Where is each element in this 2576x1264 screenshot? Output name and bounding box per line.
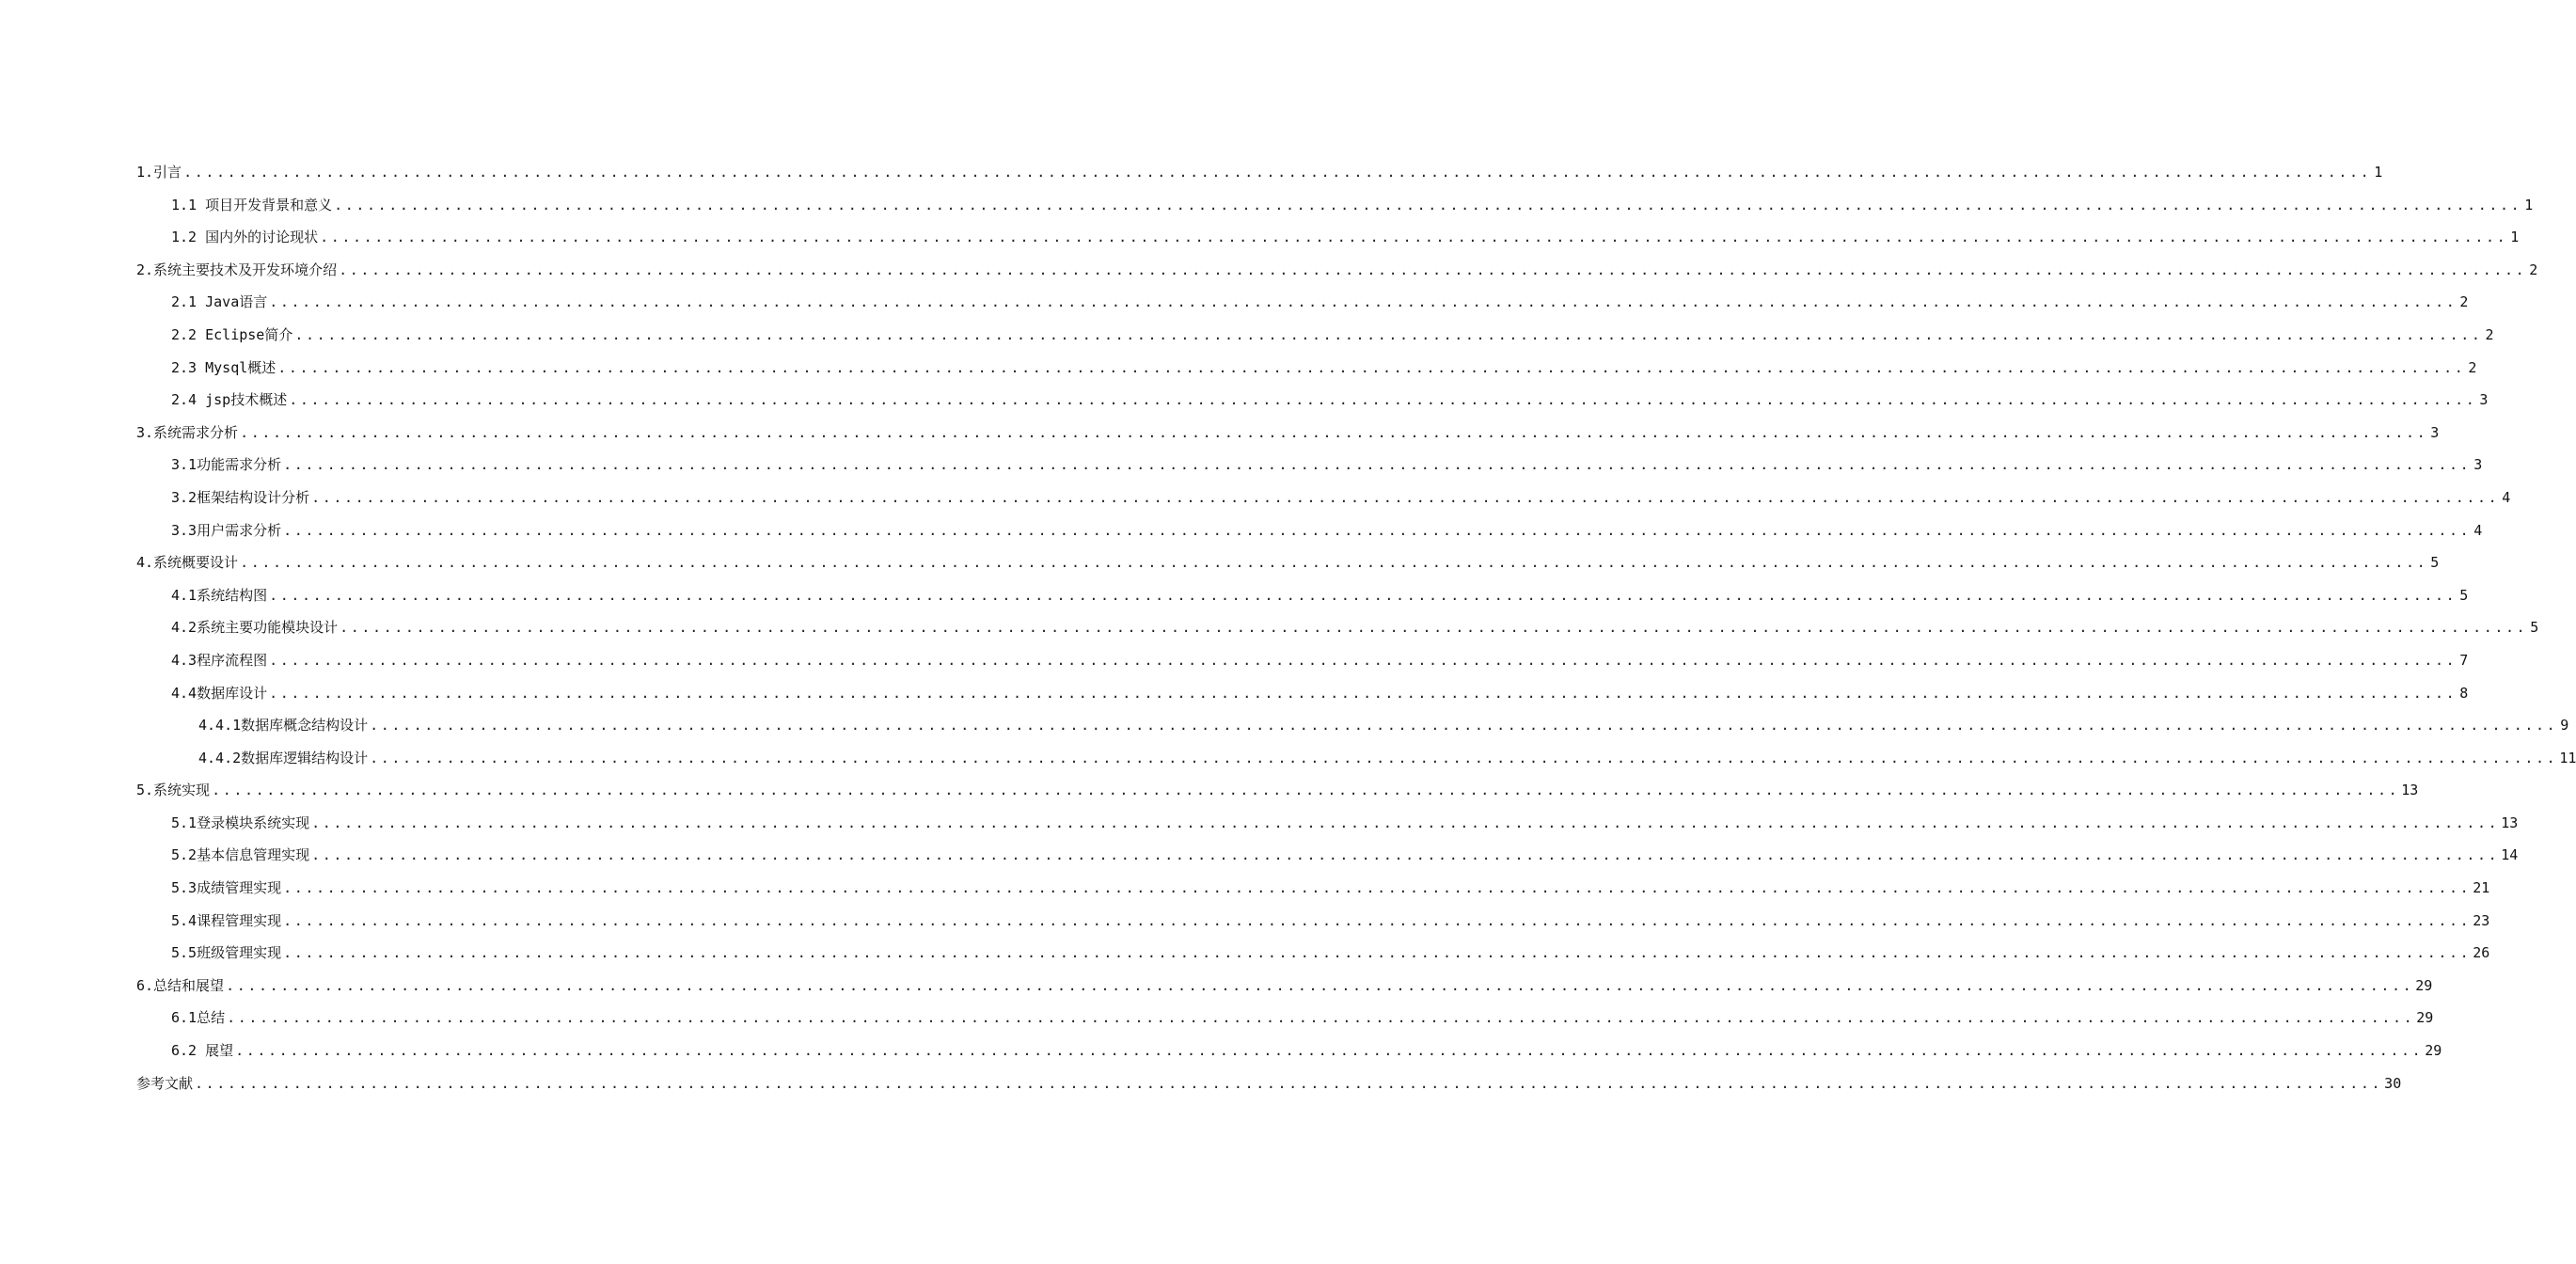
toc-entry[interactable] xyxy=(136,254,2538,287)
toc-entry-title: 3.系统需求分析 xyxy=(136,423,239,441)
toc-entry[interactable] xyxy=(136,319,2494,352)
toc-dot-leader: ........................................................................................................................................................................................................ xyxy=(269,293,2457,311)
toc-page-number: 29 xyxy=(2425,1042,2442,1060)
toc-dot-leader: ........................................................................................................................................................................................................ xyxy=(339,261,2527,278)
toc-dot-leader: ........................................................................................................................................................................................................ xyxy=(183,164,2372,181)
toc-dot-leader: ........................................................................................................................................................................................................ xyxy=(269,651,2457,669)
toc-page-number: 5 xyxy=(2430,554,2440,572)
toc-dot-leader: ........................................................................................................................................................................................................ xyxy=(212,782,2400,799)
toc-entry[interactable] xyxy=(136,644,2469,677)
toc-page-number: 1 xyxy=(2374,164,2383,181)
toc-entry-title: 1.引言 xyxy=(136,164,182,181)
toc-entry[interactable] xyxy=(136,839,2519,872)
toc-page-number: 4 xyxy=(2473,521,2483,539)
toc-page-number: 2 xyxy=(2485,325,2494,343)
toc-dot-leader: ........................................................................................................................................................................................................ xyxy=(294,325,2483,343)
toc-entry-title: 参考文献 xyxy=(136,1074,194,1092)
toc-entry-title: 5.5班级管理实现 xyxy=(171,944,282,962)
toc-page-number: 29 xyxy=(2416,1009,2434,1027)
toc-entry-title: 6.1总结 xyxy=(171,1009,226,1027)
toc-page-number: 1 xyxy=(2524,196,2534,213)
toc-page-number: 8 xyxy=(2459,684,2469,702)
toc-entry[interactable] xyxy=(136,1035,2442,1067)
toc-entry-title: 4.2系统主要功能模块设计 xyxy=(171,619,339,637)
toc-entry-title: 5.2基本信息管理实现 xyxy=(171,846,310,864)
toc-entry-title: 5.3成绩管理实现 xyxy=(171,879,282,897)
toc-entry-title: 2.2 Eclipse简介 xyxy=(171,325,293,343)
toc-page-number: 13 xyxy=(2501,814,2519,831)
toc-dot-leader: ........................................................................................................................................................................................................ xyxy=(340,619,2528,637)
toc-entry-title: 2.4 jsp技术概述 xyxy=(171,391,288,409)
toc-entry[interactable] xyxy=(136,905,2490,938)
toc-entry-title: 5.4课程管理实现 xyxy=(171,911,282,929)
toc-entry-title: 5.1登录模块系统实现 xyxy=(171,814,310,831)
toc-entry[interactable] xyxy=(136,579,2469,612)
toc-dot-leader: ........................................................................................................................................................................................................ xyxy=(283,879,2472,897)
toc-dot-leader: ........................................................................................................................................................................................................ xyxy=(226,976,2414,994)
toc-entry[interactable] xyxy=(136,417,2440,450)
toc-dot-leader: ........................................................................................................................................................................................................ xyxy=(311,488,2500,506)
toc-page-number: 3 xyxy=(2479,391,2489,409)
toc-dot-leader: ........................................................................................................................................................................................................ xyxy=(277,358,2466,376)
toc-dot-leader: ........................................................................................................................................................................................................ xyxy=(320,229,2508,246)
toc-page-number: 3 xyxy=(2473,456,2483,474)
toc-entry-title: 2.3 Mysql概述 xyxy=(171,358,277,376)
toc-page-number: 29 xyxy=(2415,976,2433,994)
toc-entry[interactable] xyxy=(136,156,2383,189)
toc-dot-leader: ........................................................................................................................................................................................................ xyxy=(289,391,2477,409)
toc-entry-title: 2.1 Java语言 xyxy=(171,293,268,311)
toc-dot-leader: ........................................................................................................................................................................................................ xyxy=(370,717,2558,735)
toc-entry[interactable] xyxy=(136,1002,2434,1035)
toc-entry[interactable] xyxy=(136,514,2483,547)
table-of-contents xyxy=(136,156,2576,1099)
toc-entry[interactable] xyxy=(136,1067,2402,1100)
toc-page-number: 5 xyxy=(2459,586,2469,604)
toc-entry[interactable] xyxy=(136,677,2469,710)
toc-entry-title: 1.2 国内外的讨论现状 xyxy=(171,229,319,246)
toc-dot-leader: ........................................................................................................................................................................................................ xyxy=(283,911,2472,929)
toc-entry[interactable] xyxy=(136,709,2569,742)
toc-entry[interactable] xyxy=(136,970,2433,1003)
toc-page-number: 26 xyxy=(2473,944,2490,962)
toc-page-number: 13 xyxy=(2401,782,2419,799)
toc-page-number: 21 xyxy=(2473,879,2490,897)
toc-entry[interactable] xyxy=(136,189,2534,222)
toc-entry-title: 4.4.1数据库概念结构设计 xyxy=(198,717,369,735)
toc-entry[interactable] xyxy=(136,286,2469,319)
toc-page-number: 1 xyxy=(2510,229,2520,246)
toc-dot-leader: ........................................................................................................................................................................................................ xyxy=(235,1042,2424,1060)
toc-page-number: 9 xyxy=(2560,717,2569,735)
toc-dot-leader: ........................................................................................................................................................................................................ xyxy=(370,749,2558,766)
toc-entry-title: 3.1功能需求分析 xyxy=(171,456,282,474)
toc-entry-title: 3.2框架结构设计分析 xyxy=(171,488,310,506)
toc-dot-leader: ........................................................................................................................................................................................................ xyxy=(334,196,2522,213)
toc-entry[interactable] xyxy=(136,482,2511,514)
toc-entry-title: 6.总结和展望 xyxy=(136,976,225,994)
toc-entry-title: 6.2 展望 xyxy=(171,1042,234,1060)
toc-page-number: 2 xyxy=(2529,261,2538,278)
toc-page-number: 11 xyxy=(2559,749,2576,766)
toc-page-number: 14 xyxy=(2501,846,2519,864)
toc-entry-title: 5.系统实现 xyxy=(136,782,211,799)
toc-page-number: 3 xyxy=(2430,423,2440,441)
toc-entry[interactable] xyxy=(136,937,2490,970)
toc-entry-title: 4.4数据库设计 xyxy=(171,684,268,702)
toc-entry[interactable] xyxy=(136,546,2440,579)
toc-entry[interactable] xyxy=(136,742,2576,775)
toc-dot-leader: ........................................................................................................................................................................................................ xyxy=(227,1009,2415,1027)
toc-page-number: 4 xyxy=(2502,488,2511,506)
toc-entry-title: 1.1 项目开发背景和意义 xyxy=(171,196,333,213)
toc-page-number: 23 xyxy=(2473,911,2490,929)
toc-page-number: 2 xyxy=(2468,358,2477,376)
toc-dot-leader: ........................................................................................................................................................................................................ xyxy=(283,521,2472,539)
toc-page-number: 7 xyxy=(2459,651,2469,669)
toc-entry-title: 4.3程序流程图 xyxy=(171,651,268,669)
toc-entry-title: 4.系统概要设计 xyxy=(136,554,239,572)
toc-dot-leader: ........................................................................................................................................................................................................ xyxy=(283,944,2472,962)
toc-dot-leader: ........................................................................................................................................................................................................ xyxy=(240,554,2428,572)
toc-dot-leader: ........................................................................................................................................................................................................ xyxy=(283,456,2472,474)
toc-entry[interactable] xyxy=(136,221,2520,254)
toc-dot-leader: ........................................................................................................................................................................................................ xyxy=(269,586,2457,604)
toc-dot-leader: ........................................................................................................................................................................................................ xyxy=(311,846,2500,864)
toc-entry[interactable] xyxy=(136,449,2483,482)
toc-dot-leader: ........................................................................................................................................................................................................ xyxy=(269,684,2457,702)
toc-entry-title: 4.1系统结构图 xyxy=(171,586,268,604)
toc-page-number: 30 xyxy=(2384,1074,2402,1092)
toc-entry[interactable] xyxy=(136,872,2490,905)
toc-entry[interactable] xyxy=(136,352,2477,385)
toc-page-number: 5 xyxy=(2530,619,2539,637)
toc-dot-leader: ........................................................................................................................................................................................................ xyxy=(311,814,2500,831)
toc-entry-title: 4.4.2数据库逻辑结构设计 xyxy=(198,749,369,766)
toc-entry[interactable] xyxy=(136,807,2519,840)
toc-entry-title: 3.3用户需求分析 xyxy=(171,521,282,539)
toc-entry-title: 2.系统主要技术及开发环境介绍 xyxy=(136,261,338,278)
toc-page-number: 2 xyxy=(2459,293,2469,311)
toc-entry[interactable] xyxy=(136,611,2539,644)
toc-dot-leader: ........................................................................................................................................................................................................ xyxy=(195,1074,2383,1092)
toc-entry[interactable] xyxy=(136,774,2419,807)
toc-dot-leader: ........................................................................................................................................................................................................ xyxy=(240,423,2428,441)
toc-entry[interactable] xyxy=(136,384,2489,417)
